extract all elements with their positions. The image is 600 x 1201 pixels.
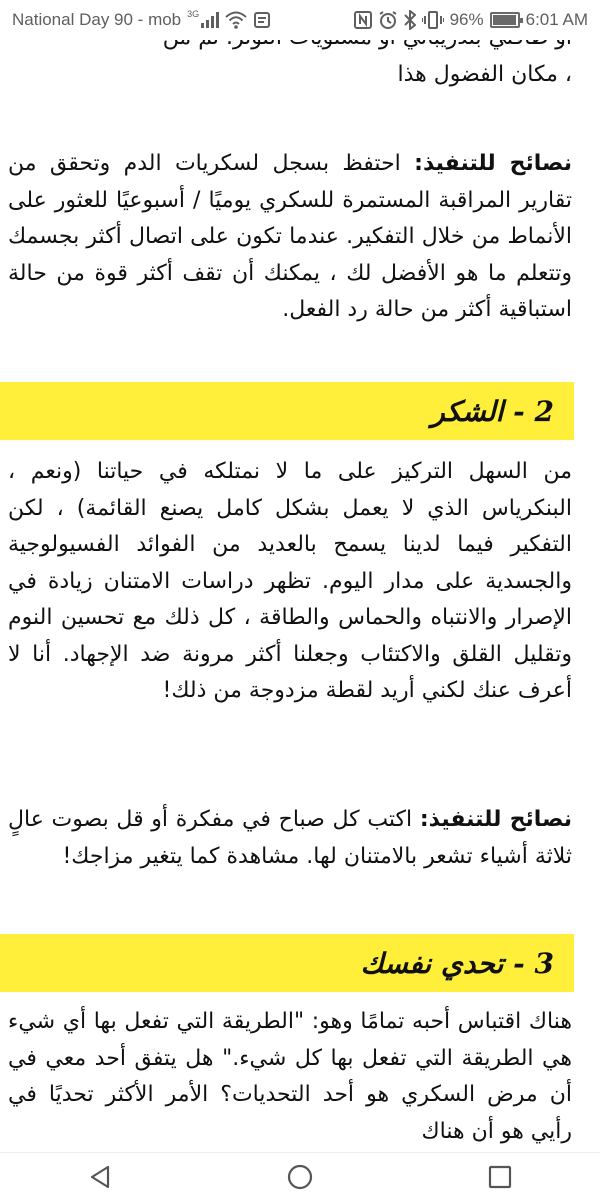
network-type-label: 3G xyxy=(187,9,200,19)
section-heading-text: 2 - الشكر xyxy=(431,394,554,428)
notification-icon xyxy=(253,9,271,31)
tips-paragraph-2 xyxy=(8,802,572,875)
back-button[interactable] xyxy=(70,1157,130,1197)
tips-paragraph-1 xyxy=(8,146,572,329)
home-circle-icon xyxy=(287,1164,313,1190)
section-heading-challenge xyxy=(0,934,574,992)
challenge-paragraph xyxy=(8,1004,572,1150)
wifi-icon xyxy=(225,9,247,31)
back-triangle-icon xyxy=(89,1165,111,1189)
paragraph-line: ، مكان الفضول هذا xyxy=(397,61,572,87)
section-heading-gratitude xyxy=(0,382,574,440)
status-bar-left xyxy=(12,9,271,31)
time: 6:01 AM xyxy=(525,10,588,29)
recents-button[interactable] xyxy=(470,1157,530,1197)
paragraph-text: من السهل التركيز على ما لا نمتلكه في حياتنا (ونعم ، البنكرياس الذي لا يعمل بشكل كامل يصنع القائمة) ، لكن التفكير فيما لدينا يسمح بالعديد من الفوائد الفسيولوجية والجسدية على مدار اليوم. تظهر دراسات الامتنان زيادة في الإصرار والانتباه والحماس والطاقة ، كل ذلك مع تحسين النوم وتقليل القلق والاكتئاب وجعلنا أكثر مرونة ضد الإجهاد. أنا لا أعرف عنك لكني أريد لقطة مزدوجة من ذلك! xyxy=(8,459,572,703)
tips-lead-label: نصائح للتنفيذ: xyxy=(419,807,573,832)
section-heading-text: 3 - تحدي نفسك xyxy=(360,946,554,980)
tips-text: اكتب كل صباح في مفكرة أو قل بصوت عالٍ ثلاثة أشياء تشعر بالامتنان لها. مشاهدة كما يتغير مزاجك! xyxy=(8,807,572,869)
alarm-icon xyxy=(378,9,398,31)
status-bar-right xyxy=(354,9,588,31)
vibrate-icon xyxy=(422,9,444,31)
status-bar xyxy=(0,0,600,40)
navigation-bar xyxy=(0,1152,600,1201)
tips-lead-label: نصائح للتنفيذ: xyxy=(414,151,572,176)
paragraph-text: هناك اقتباس أحبه تمامًا وهو: "الطريقة التي تفعل بها أي شيء هي الطريقة التي تفعل بها كل شيء." هل يتفق أحد معي في أن مرض السكري هو أحد التحديات؟ الأمر الأكثر تحديًا في رأيي هو أن هناك xyxy=(8,1009,572,1144)
bluetooth-icon xyxy=(404,9,416,31)
signal-icon xyxy=(201,9,219,31)
battery-icon xyxy=(490,12,520,28)
tips-text: احتفظ بسجل لسكريات الدم وتحقق من تقارير المراقبة المستمرة للسكري يوميًا / أسبوعيًا للعثور على الأنماط من خلال التفكير. عندما تكون على اتصال أكثر بجسمك وتتعلم ما هو الأفضل لك ، يمكنك أن تقف أكثر قوة من حالة استباقية أكثر من حالة رد الفعل. xyxy=(8,151,572,322)
battery-percent: 96% xyxy=(449,10,484,29)
gratitude-paragraph xyxy=(8,454,572,710)
recents-square-icon xyxy=(488,1165,512,1189)
nfc-icon xyxy=(354,9,372,31)
notification-text: National Day 90 - mob xyxy=(12,10,182,29)
home-button[interactable] xyxy=(270,1157,330,1197)
